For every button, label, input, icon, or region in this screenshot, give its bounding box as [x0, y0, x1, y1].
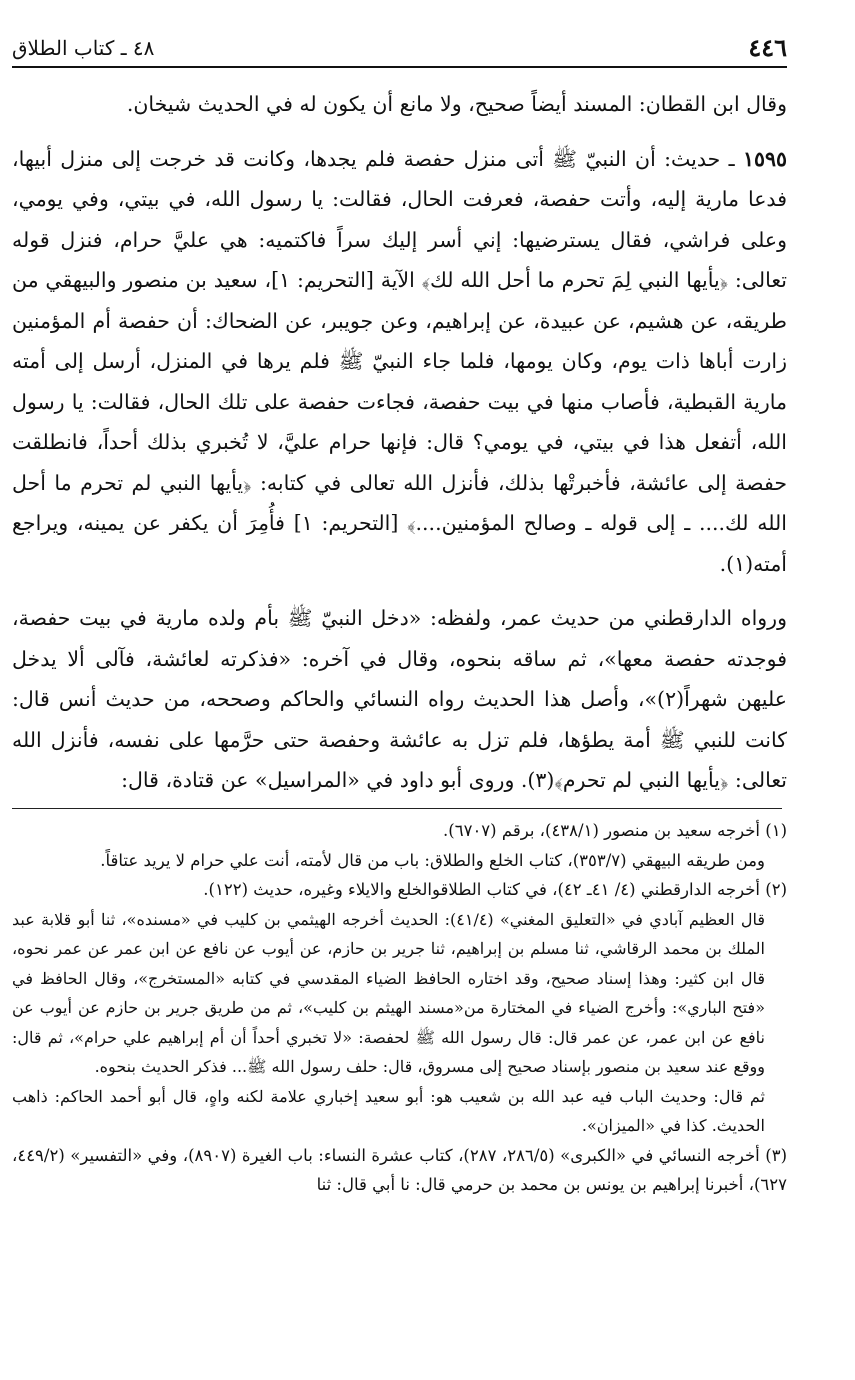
- footnote-2-commentary: قال العظيم آبادي في «التعليق المغني» (٤١/٤): الحديث أخرجه الهيثمي بن كليب في «مسنده»، ثنا أبو قلابة عبد الملك بن محمد الرقاشي، ثنا مسلم بن إبراهيم، ثنا جرير بن حازم، عن أيوب عن نافع عن ابن عمر عن عمر نحوه، قال ابن كثير: وهذا إسناد صحيح، وقد اختاره الحافظ الضياء المقدسي في كتابه «المستخرج»، وقال الحافظ في «فتح الباري»: وأخرج الضياء في المختارة من«مسند الهيثم بن كليب»، ثم من طريق جرير بن حازم عن أيوب عن نافع عن ابن عمر، عن عمر قال: قال رسول الله ﷺ لحفصة: «لا تخبري أحداً أن أم إبراهيم علي حرام»، ثم قال: ووقع عند سعيد بن منصور بإسناد صحيح إلى مسروق، قال: حلف رسول الله ﷺ... فذكر الحديث بنحوه.: [12, 909, 765, 1076]
- footnote-2-note: ثم قال: وحديث الباب فيه عبد الله بن شعيب هو: أبو سعيد إخباري علامة لكنه واهٍ، قال أبو أحمد الحاكم: ذاهب الحديث. كذا في «الميزان».: [12, 1086, 765, 1135]
- footnote-1: (١) أخرجه سعيد بن منصور (٤٣٨/١)، برقم (٦٧٠٧).: [443, 821, 787, 840]
- hadith-paragraph: [12, 139, 787, 585]
- footnotes: [12, 816, 787, 1200]
- page-number: ٤٤٦: [748, 33, 787, 62]
- footnote-1-continued: ومن طريقه البيهقي (٣٥٣/٧)، كتاب الخلع والطلاق: باب من قال لأمته، أنت علي حرام لا يريد عتاقاً.: [100, 850, 765, 870]
- footnote-3: (٣) أخرجه النسائي في «الكبرى» (٢٨٦/٥، ٢٨٧)، كتاب عشرة النساء: باب الغيرة (٨٩٠٧)، وفي «التفسير» (٤٤٩/٢، ٦٢٧)، أخبرنا إبراهيم بن يونس بن محمد بن حرمي قال: نا أبي قال: ثنا: [12, 1145, 787, 1194]
- hadith-text: ـ حديث: أن النبيّ ﷺ أتى منزل حفصة فلم يجدها، وكانت قد خرجت إلى منزل أبيها، فدعا مارية إليه، وأتت حفصة، فعرفت الحال، فقالت: يا رسول الله، في بيتي، وفي يومي، وعلى فراشي، فقال يسترضيها: إني أسر إليك سراً فاكتميه: هي عليَّ حرام، فنزل قوله تعالى: ﴿يأيها النبي لِمَ تحرم ما أحل الله لك﴾ الآية [التحريم: ١]، سعيد بن منصور والبيهقي من طريقه، عن هشيم، عن عبيدة، عن إبراهيم، وعن جويبر، عن الضحاك: أن حفصة أم المؤمنين زارت أباها ذات يوم، وكان يومها، فلما جاء النبيّ ﷺ فلم يرها في المنزل، أرسل إلى أمته مارية القبطية، فأصاب منها في بيت حفصة، فجاءت حفصة على تلك الحال، فقالت: يا رسول الله، أتفعل هذا في بيتي، في يومي؟ قال: فإنها حرام عليَّ، لا تُخبري بذلك أحداً، فانطلقت حفصة إلى عائشة، فأخبرتْها بذلك، فأنزل الله تعالى في كتابه: ﴿يأيها النبي لم تحرم ما أحل الله لك.... ـ إلى قوله ـ وصالح المؤمنين....﴾ [التحريم: ١] فأُمِرَ أن يكفر عن يمينه، ويراجع أمته(١).: [12, 146, 787, 576]
- second-paragraph: ورواه الدارقطني من حديث عمر، ولفظه: «دخل النبيّ ﷺ بأم ولده مارية في بيت حفصة، فوجدته حفصة معها»، ثم ساقه بنحوه، وقال في آخره: «فذكرته لعائشة، فآلى ألا يدخل عليهن شهراً(٢)»، وأصل هذا الحديث رواه النسائي والحاكم وصححه، من حديث أنس قال: كانت للنبي ﷺ أمة يطؤها، فلم تزل به عائشة وحفصة حتى حرَّمها على نفسه، فأنزل الله تعالى: ﴿يأيها النبي لم تحرم﴾(٣). وروى أبو داود في «المراسيل» عن قتادة، قال:: [12, 606, 787, 792]
- footnote-divider: [12, 808, 782, 809]
- running-head: ٤٨ ـ كتاب الطلاق: [12, 36, 155, 60]
- main-text: [12, 84, 787, 801]
- page-header: [12, 30, 787, 68]
- hadith-number: ١٥٩٥: [742, 146, 787, 171]
- intro-paragraph: وقال ابن القطان: المسند أيضاً صحيح، ولا مانع أن يكون له في الحديث شيخان.: [126, 92, 787, 116]
- footnote-2: (٢) أخرجه الدارقطني (٤/ ٤١ـ ٤٢)، في كتاب الطلاقوالخلع والايلاء وغيره، حديث (١٢٢).: [203, 880, 787, 899]
